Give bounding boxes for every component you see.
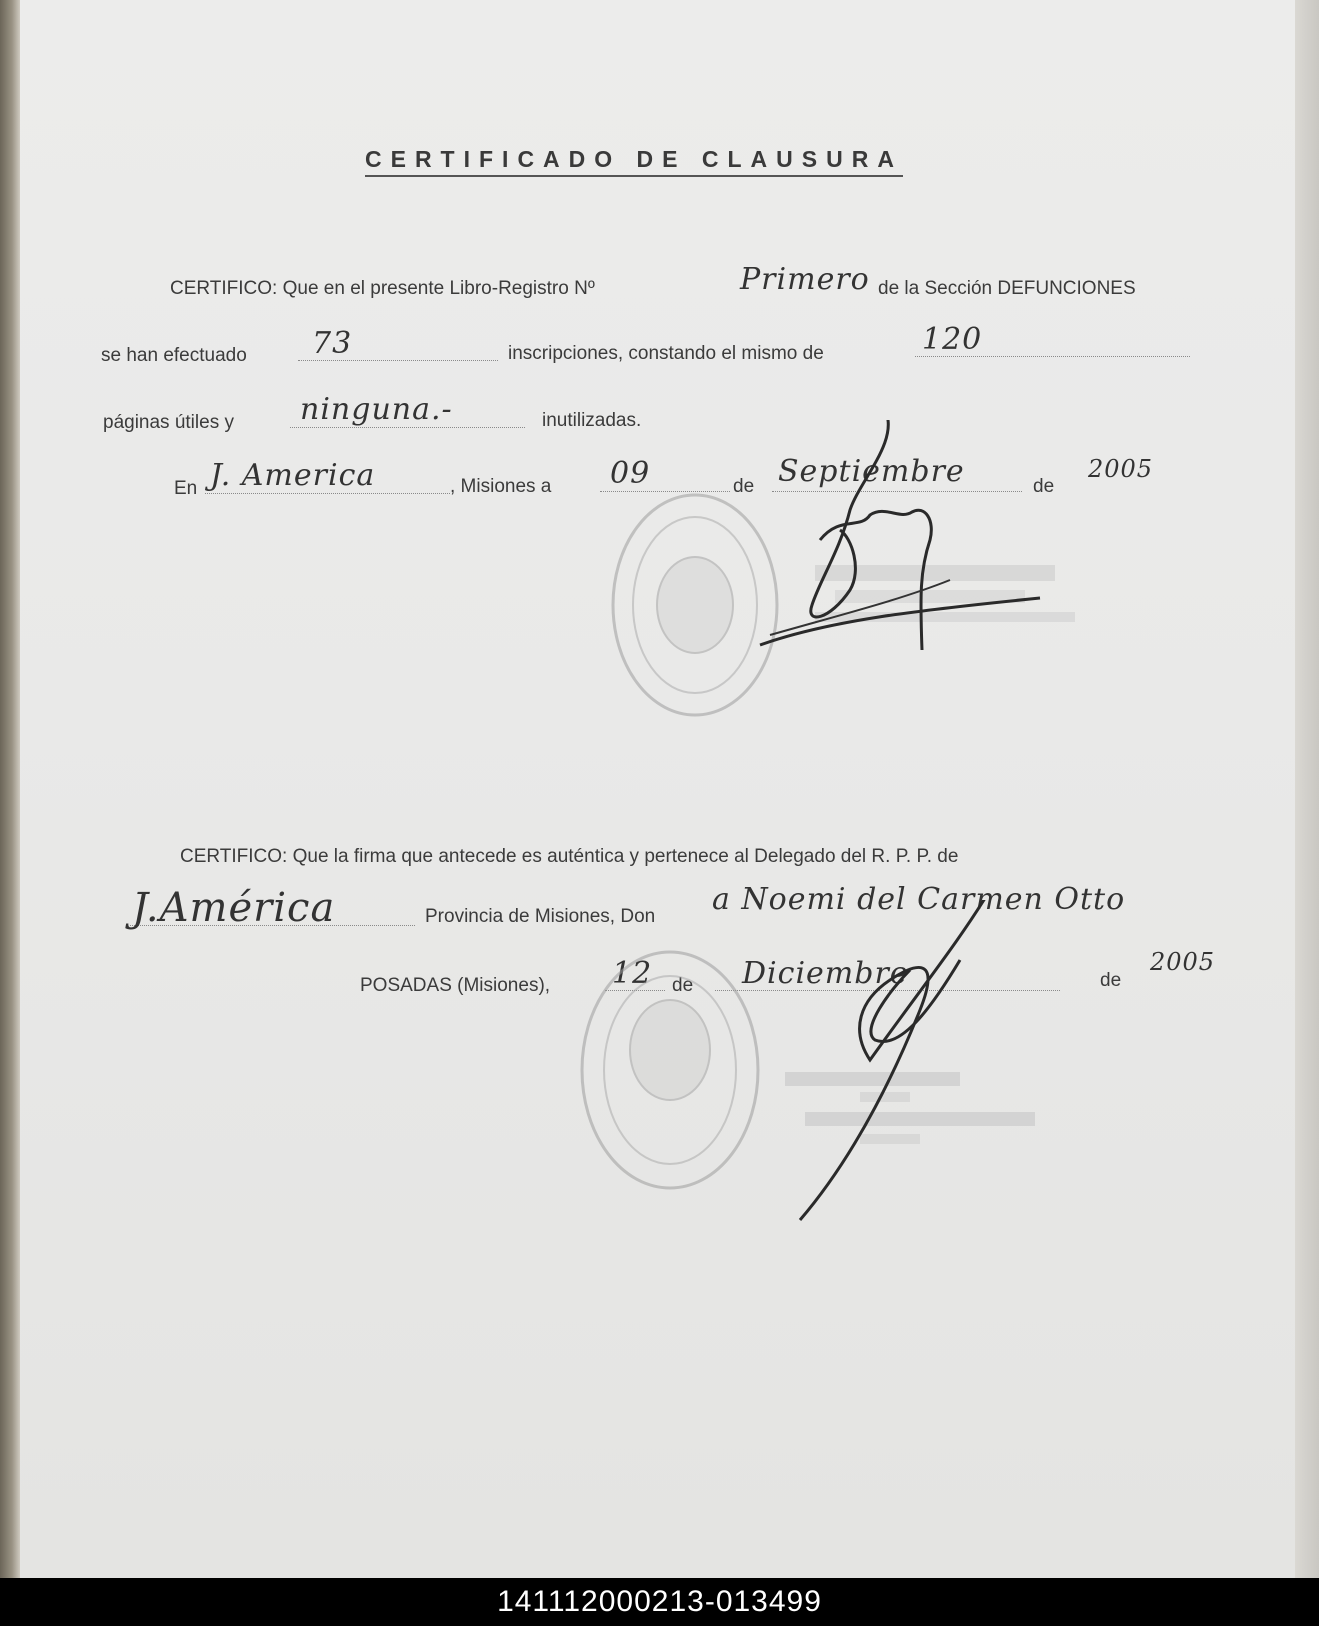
cert1-inscriptions-handwritten: 73 (312, 326, 353, 361)
cert1-place-line (205, 493, 450, 494)
book-binding-edge (0, 0, 20, 1578)
cert1-line2-prefix: se han efectuado (101, 345, 247, 366)
official-stamp-and-signature-2 (560, 900, 1060, 1260)
cert1-month-handwritten: Septiembre (778, 454, 965, 489)
cert1-line3-prefix: páginas útiles y (103, 412, 234, 433)
page-right-edge (1295, 0, 1319, 1578)
cert2-month-handwritten: Diciembre (742, 956, 909, 991)
cert2-province-text: Provincia de Misiones, Don (425, 906, 656, 927)
cert2-posadas-text: POSADAS (Misiones), (360, 975, 551, 996)
cert1-unused-handwritten: ninguna.- (300, 392, 453, 427)
cert1-misiones-label: , Misiones a (450, 476, 552, 497)
document-page (20, 0, 1295, 1578)
cert1-book-number-handwritten: Primero (740, 262, 870, 297)
cert1-line3-suffix: inutilizadas. (542, 410, 642, 431)
cert1-de2-label: de (1033, 476, 1055, 497)
cert2-year-handwritten: 2005 (1150, 948, 1216, 976)
cert2-de2-label: de (1100, 970, 1122, 991)
cert1-unused-line (290, 427, 525, 428)
cert2-day-handwritten: 12 (612, 956, 653, 991)
cert1-pages-handwritten: 120 (922, 322, 983, 357)
cert2-name-handwritten: a Noemi del Carmen Otto (712, 882, 1126, 917)
cert1-place-handwritten: J. America (210, 458, 376, 493)
cert1-line1-suffix: de la Sección DEFUNCIONES (878, 278, 1136, 299)
cert1-en-label: En (174, 478, 198, 499)
cert1-day-handwritten: 09 (610, 456, 651, 491)
official-stamp-and-signature-1 (600, 420, 1100, 750)
cert1-line2-middle: inscripciones, constando el mismo de (508, 343, 824, 364)
document-id-footer: 141112000213-013499 (0, 1578, 1319, 1626)
document-title: CERTIFICADO DE CLAUSURA (365, 146, 903, 177)
cert1-de1-label: de (733, 476, 755, 497)
cert1-year-handwritten: 2005 (1088, 455, 1154, 483)
cert2-place-handwritten: J.América (132, 885, 336, 931)
cert2-de1-label: de (672, 975, 694, 996)
cert2-line1: CERTIFICO: Que la firma que antecede es auténtica y pertenece al Delegado del R. P. P. de (180, 846, 959, 867)
cert1-line1-prefix: CERTIFICO: Que en el presente Libro-Registro Nº (170, 278, 595, 299)
